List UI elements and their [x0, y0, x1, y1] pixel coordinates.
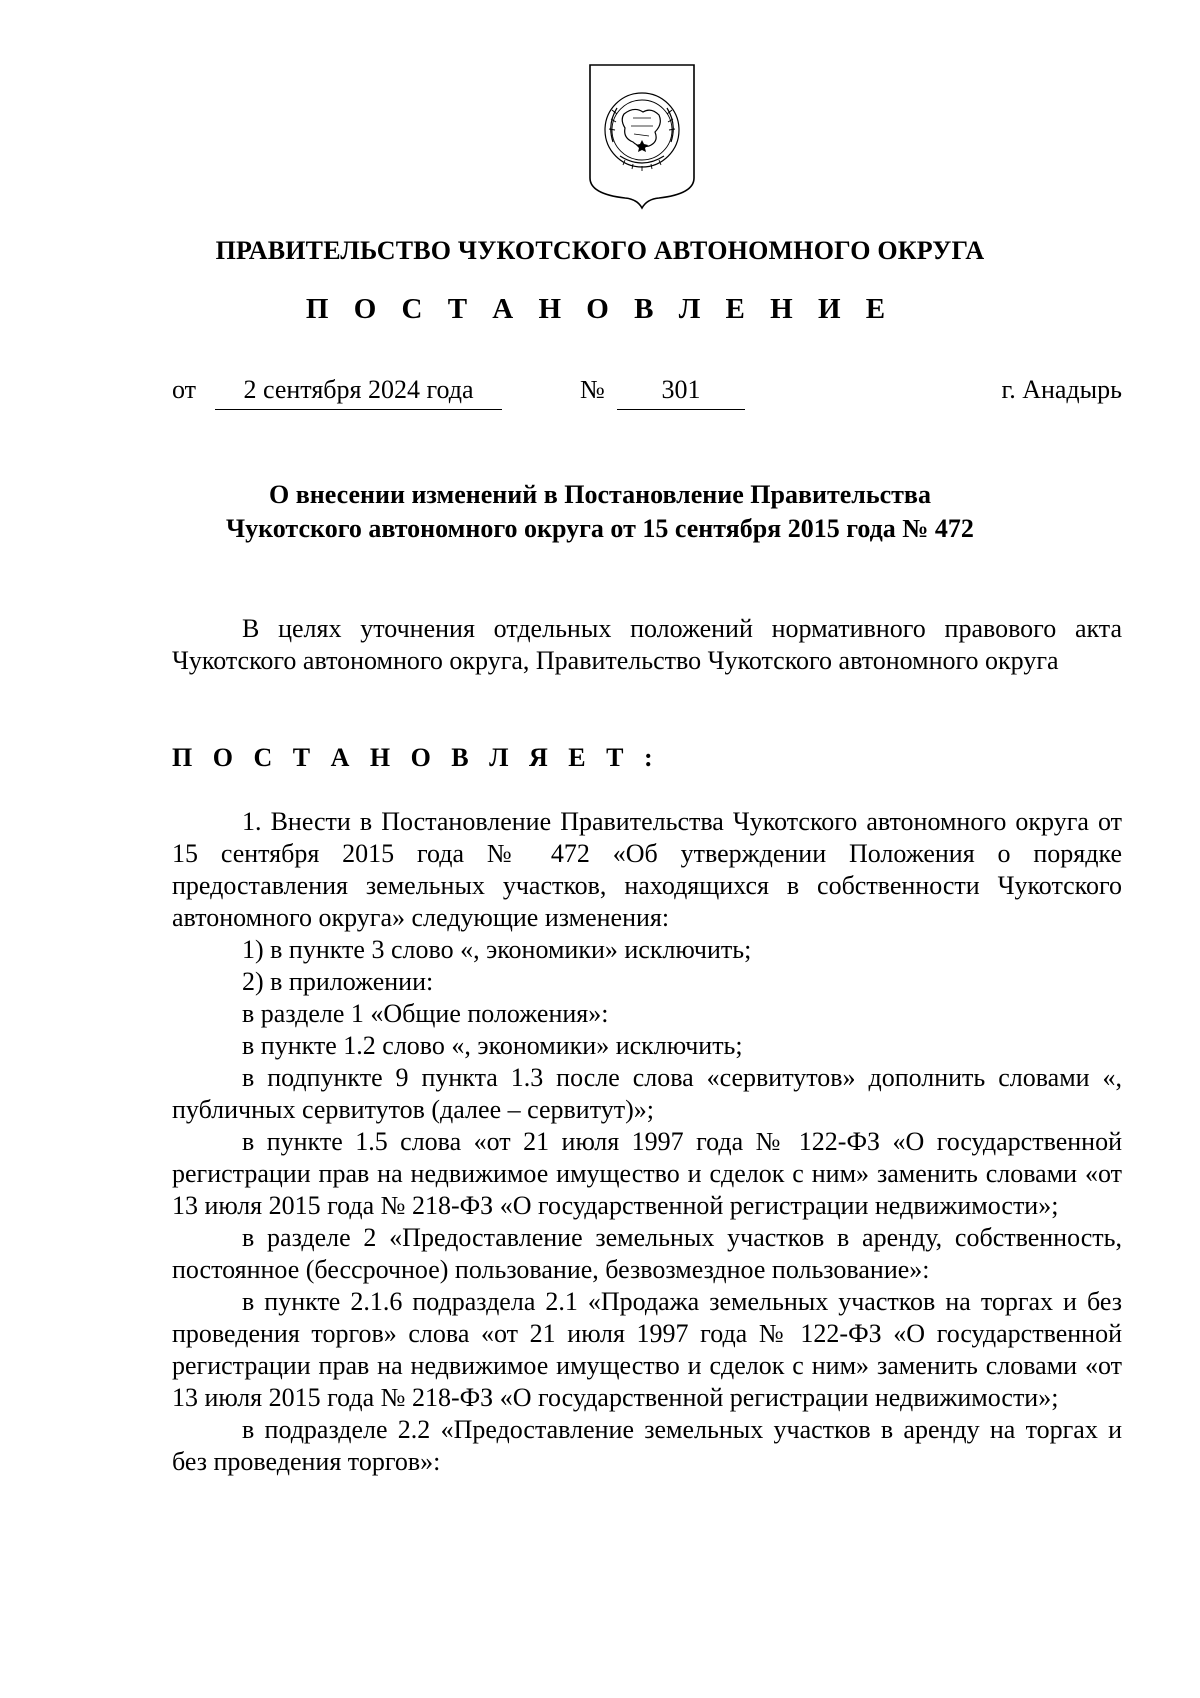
preamble [172, 613, 1122, 677]
paragraph: в разделе 1 «Общие положения»: [242, 999, 609, 1028]
preamble-text: В целях уточнения отдельных положений нормативного правового акта Чукотского автономного округа, Правительство Чукотского автономного округа [172, 614, 1122, 675]
paragraph: 1. Внести в Постановление Правительства Чукотского автономного округа от 15 сентября 2015 года № 472 «Об утверждении Положения о порядке предоставления земельных участков, находящихся в собственности Чукотского автономного округа» следующие изменения: [172, 807, 1122, 932]
document-date: 2 сентября 2024 года [215, 375, 502, 410]
paragraph: в пункте 1.2 слово «, экономики» исключить; [242, 1031, 743, 1060]
date-prefix: от [172, 375, 197, 404]
document-body [172, 806, 1122, 1478]
paragraph: в разделе 2 «Предоставление земельных участков в аренду, собственность, постоянное (бессрочное) пользование, безвозмездное пользование»: [172, 1223, 1122, 1284]
document-city: г. Анадырь [1001, 375, 1122, 404]
subject-line: О внесении изменений в Постановление Правительства [269, 480, 931, 509]
number-sign: № [580, 375, 605, 404]
document-type: П О С Т А Н О В Л Е Н И Е [305, 293, 895, 325]
paragraph: в пункте 2.1.6 подраздела 2.1 «Продажа земельных участков на торгах и без проведения торгов» слова «от 21 июля 1997 года № 122-ФЗ «О государственной регистрации прав на недвижимое имущество и сделок с ним» заменить словами «от 13 июля 2015 года № 218-ФЗ «О государственной регистрации недвижимости»; [172, 1287, 1122, 1412]
paragraph: 2) в приложении: [242, 967, 434, 996]
paragraph: 1) в пункте 3 слово «, экономики» исключить; [242, 935, 752, 964]
coat-of-arms-icon [587, 62, 697, 210]
paragraph: в подразделе 2.2 «Предоставление земельных участков в аренду на торгах и без проведения торгов»: [172, 1415, 1122, 1476]
paragraph: в подпункте 9 пункта 1.3 после слова «сервитутов» дополнить словами «, публичных сервитутов (далее – сервитут)»; [172, 1063, 1122, 1124]
organization-title: ПРАВИТЕЛЬСТВО ЧУКОТСКОГО АВТОНОМНОГО ОКРУГА [215, 236, 985, 265]
document-number: 301 [617, 375, 745, 410]
dateline [172, 375, 1122, 411]
document-subject [0, 478, 1200, 546]
subject-line: Чукотского автономного округа от 15 сентября 2015 года № 472 [226, 514, 974, 543]
resolves-heading: П О С Т А Н О В Л Я Е Т : [172, 743, 660, 772]
paragraph: в пункте 1.5 слова «от 21 июля 1997 года № 122-ФЗ «О государственной регистрации прав на недвижимое имущество и сделок с ним» заменить словами «от 13 июля 2015 года № 218-ФЗ «О государственной регистрации недвижимости»; [172, 1127, 1122, 1220]
